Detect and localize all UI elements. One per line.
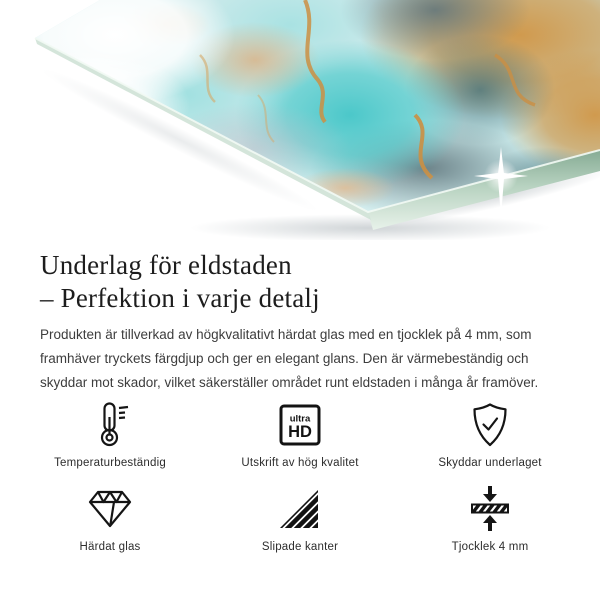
feature-thickness: [395, 482, 585, 553]
page-title-line1: Underlag för eldstaden: [40, 250, 292, 281]
feature-label: Temperaturbeständig: [54, 457, 166, 469]
feature-temperature: [15, 398, 205, 469]
thermometer-icon: [87, 398, 133, 452]
feature-tempered-glass: [15, 482, 205, 553]
thickness-icon: [467, 482, 513, 536]
shield-check-icon: [467, 398, 513, 452]
ultra-hd-icon: [278, 398, 322, 452]
page-title: [40, 249, 560, 315]
feature-label: Skyddar underlaget: [438, 457, 542, 469]
product-photo: [0, 0, 600, 240]
diamond-icon: [87, 482, 133, 536]
hd-text: HD: [288, 423, 312, 441]
feature-grid: [15, 398, 585, 553]
feature-polished-edges: [205, 482, 395, 553]
product-description: Produkten är tillverkad av högkvalitativt härdat glas med en tjocklek på 4 mm, som framhäver tryckets färgdjup och ger en elegant glans. Den är värmebeständig och skyddar mot skador, vilket säkerställer området runt eldstaden i många år framöver.: [40, 326, 539, 390]
feature-label: Slipade kanter: [261, 541, 339, 553]
ultra-text: ultra: [289, 413, 311, 425]
feature-print-quality: [205, 398, 395, 469]
feature-label: Härdat glas: [79, 541, 141, 553]
glass-panel-illustration: [0, 0, 600, 240]
beveled-edge-icon: [277, 482, 323, 536]
feature-protection: [395, 398, 585, 469]
feature-label: Utskrift av hög kvalitet: [241, 457, 359, 469]
feature-label: Tjocklek 4 mm: [451, 541, 529, 553]
page-title-line2: – Perfektion i varje detalj: [40, 283, 320, 314]
